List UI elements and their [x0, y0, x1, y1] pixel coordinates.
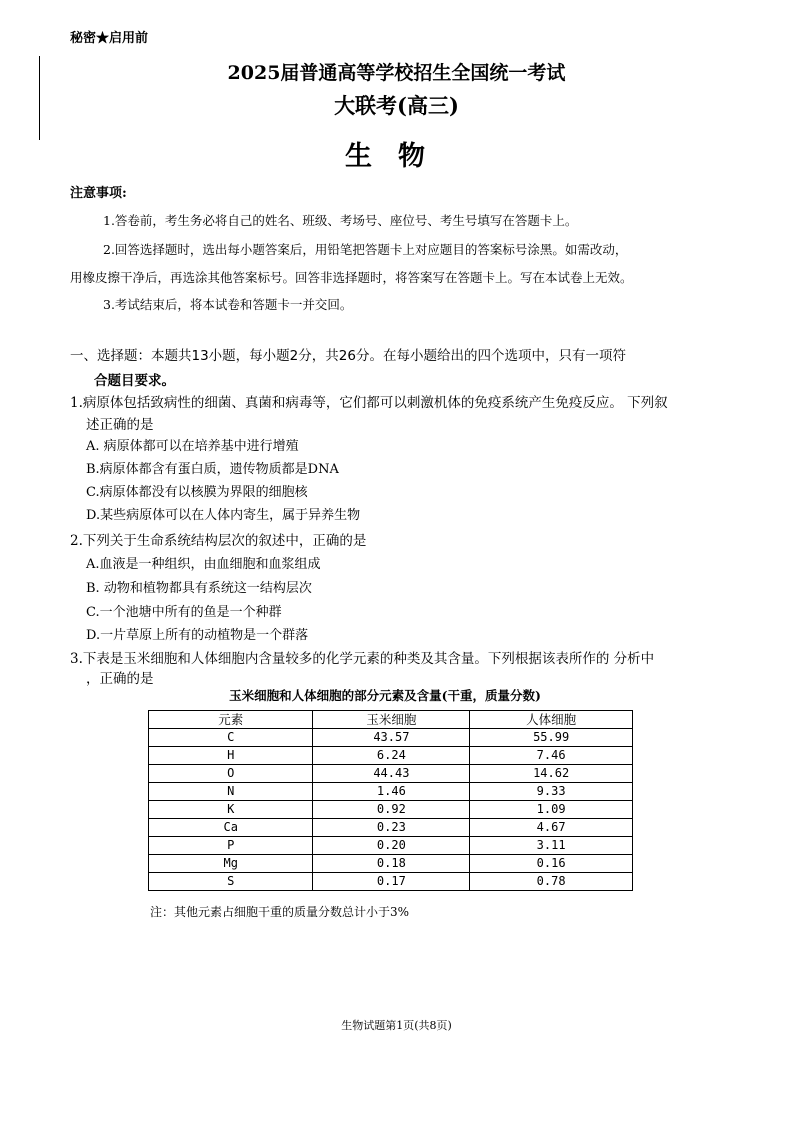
- table-row: [149, 783, 633, 801]
- table-cell: 0.16: [470, 855, 633, 873]
- table-header-human-cell: 人体细胞: [470, 711, 633, 729]
- question-1-option-b: B.病原体都含有蛋白质，遗传物质都是DNA: [86, 462, 339, 477]
- table-cell: P: [149, 837, 313, 855]
- question-2-option-c: C.一个池塘中所有的鱼是一个种群: [86, 605, 282, 620]
- table-cell: Ca: [149, 819, 313, 837]
- confidential-label: 秘密★启用前: [70, 31, 149, 46]
- table-header-element: 元素: [149, 711, 313, 729]
- table-row: [149, 765, 633, 783]
- page-footer: 生物试题第1页(共8页): [341, 1019, 452, 1032]
- table-cell: H: [149, 747, 313, 765]
- table-cell: 0.20: [313, 837, 470, 855]
- table-cell: O: [149, 765, 313, 783]
- element-content-table: [148, 710, 633, 891]
- table-cell: 9.33: [470, 783, 633, 801]
- subject-title: 生物: [345, 141, 451, 172]
- question-3-stem: 3.下表是玉米细胞和人体细胞内含量较多的化学元素的种类及其含量。下列根据该表所作的 分析中: [70, 651, 655, 667]
- table-header-corn-cell: 玉米细胞: [313, 711, 470, 729]
- table-cell: 6.24: [313, 747, 470, 765]
- table-cell: 14.62: [470, 765, 633, 783]
- table-cell: 55.99: [470, 729, 633, 747]
- table-cell: 7.46: [470, 747, 633, 765]
- table-row: [149, 729, 633, 747]
- table-cell: C: [149, 729, 313, 747]
- exam-subtitle: 大联考(高三): [334, 93, 459, 118]
- table-cell: 44.43: [313, 765, 470, 783]
- question-2-option-a: A.血液是一种组织，由血细胞和血浆组成: [86, 557, 321, 572]
- table-cell: 4.67: [470, 819, 633, 837]
- table-title: 玉米细胞和人体细胞的部分元素及含量(干重，质量分数): [229, 688, 541, 703]
- notice-item-1: 1.答卷前，考生务必将自己的姓名、班级、考场号、座位号、考生号填写在答题卡上。: [103, 213, 578, 228]
- table-cell: S: [149, 873, 313, 891]
- table-header-row: [149, 711, 633, 729]
- question-1-option-d: D.某些病原体可以在人体内寄生，属于异养生物: [86, 508, 361, 523]
- question-1-option-a: A. 病原体都可以在培养基中进行增殖: [86, 439, 299, 454]
- table-row: [149, 837, 633, 855]
- table-cell: 0.18: [313, 855, 470, 873]
- question-3-stem-continued: ，正确的是: [86, 671, 154, 687]
- question-1-stem-continued: 述正确的是: [86, 417, 154, 433]
- table-row: [149, 801, 633, 819]
- table-row: [149, 873, 633, 891]
- question-1-stem: 1.病原体包括致病性的细菌、真菌和病毒等，它们都可以刺激机体的免疫系统产生免疫反应。 下列叙: [70, 395, 668, 411]
- table-cell: 43.57: [313, 729, 470, 747]
- table-cell: K: [149, 801, 313, 819]
- table-cell: 0.92: [313, 801, 470, 819]
- table-row: [149, 747, 633, 765]
- table-cell: N: [149, 783, 313, 801]
- table-cell: 0.23: [313, 819, 470, 837]
- table-cell: 0.78: [470, 873, 633, 891]
- section-heading: 一、选择题：本题共13小题，每小题2分，共26分。在每小题给出的四个选项中，只有一项符: [70, 348, 626, 364]
- exam-title: 2025届普通高等学校招生全国统一考试: [227, 62, 566, 84]
- question-2-stem: 2.下列关于生命系统结构层次的叙述中，正确的是: [70, 533, 367, 549]
- question-2-option-d: D.一片草原上所有的动植物是一个群落: [86, 628, 309, 643]
- notice-heading: 注意事项:: [70, 186, 127, 201]
- table-row: [149, 855, 633, 873]
- question-2-option-b: B. 动物和植物都具有系统这一结构层次: [86, 581, 312, 596]
- table-cell: 3.11: [470, 837, 633, 855]
- table-row: [149, 819, 633, 837]
- table-cell: 1.09: [470, 801, 633, 819]
- table-cell: 1.46: [313, 783, 470, 801]
- table-note: 注：其他元素占细胞干重的质量分数总计小于3%: [150, 905, 410, 919]
- notice-item-2: 2.回答选择题时，选出每小题答案后，用铅笔把答题卡上对应题目的答案标号涂黑。如需改动，: [103, 242, 628, 257]
- question-1-option-c: C.病原体都没有以核膜为界限的细胞核: [86, 485, 308, 500]
- notice-item-2-continued: 用橡皮擦干净后，再选涂其他答案标号。回答非选择题时，将答案写在答题卡上。写在本试卷上无效。: [70, 270, 633, 285]
- table-cell: 0.17: [313, 873, 470, 891]
- notice-item-3: 3.考试结束后，将本试卷和答题卡一并交回。: [103, 297, 353, 312]
- table-cell: Mg: [149, 855, 313, 873]
- section-heading-continued: 合题目要求。: [94, 373, 175, 389]
